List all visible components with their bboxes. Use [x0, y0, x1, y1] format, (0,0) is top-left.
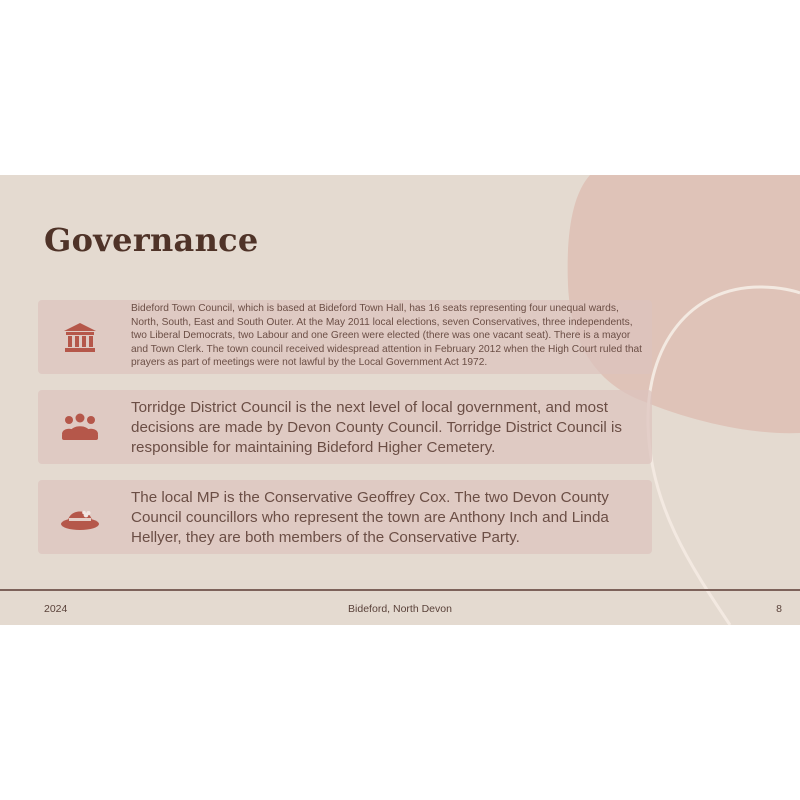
page-number: 8	[776, 603, 782, 615]
people-group-icon	[60, 410, 100, 444]
slide	[0, 175, 800, 625]
footer-divider	[0, 589, 800, 591]
footer-year: 2024	[44, 603, 68, 615]
town-hall-icon	[60, 320, 100, 354]
page-title: Governance	[44, 221, 259, 259]
card-text: Bideford Town Council, which is based at Bideford Town Hall, has 16 seats representing four unequal wards, North, South, East and South Outer. At the May 2011 local elections, seven Conservatives, three independents, two Liberal Democrats, two Labour and one Green were elected (there was one vacant seat). There is a mayor and Town Clerk. The town council received widespread attention in February 2012 when the High Court ruled that prayers as part of meetings were not lawful by the Local Government Act 1972.	[131, 303, 642, 369]
card-text: Torridge District Council is the next level of local government, and most decisions are made by Devon County Council. Torridge District Council is responsible for maintaining Bideford Higher Cemetery.	[131, 399, 622, 456]
card-text: The local MP is the Conservative Geoffrey Cox. The two Devon County Council councillors who represent the town are Anthony Inch and Linda Hellyer, they are both members of the Conservative Party.	[131, 489, 609, 546]
governance-card-mp	[38, 480, 652, 554]
governance-card-district-council	[38, 390, 652, 464]
bowler-hat-icon	[60, 500, 100, 534]
governance-card-town-council	[38, 300, 652, 374]
footer-location: Bideford, North Devon	[348, 603, 452, 615]
